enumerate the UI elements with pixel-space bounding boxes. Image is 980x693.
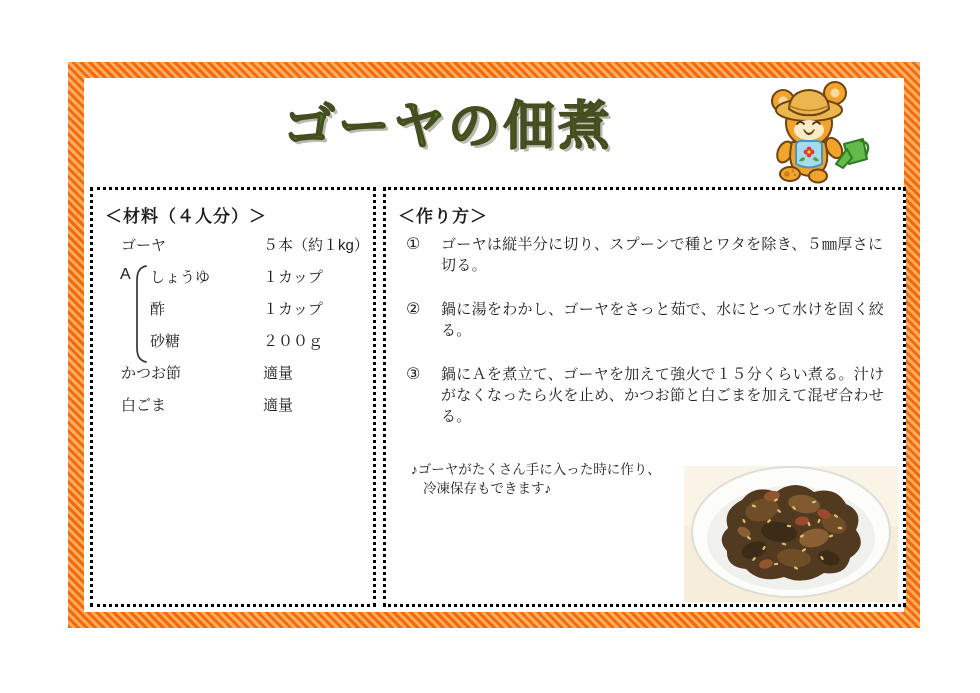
step-item — [406, 364, 891, 427]
directions-header: ＜作り方＞ — [398, 207, 488, 226]
step-text: ゴーヤは縦半分に切り、スプーンで種とワタを除き、５㎜厚さに切る。 — [441, 236, 884, 274]
note-line: ♪ゴーヤがたくさん手に入った時に作り、 — [411, 462, 661, 477]
ingredient-name: 白ごま — [121, 397, 167, 414]
ingredient-amount: ５本（約１kg） — [263, 237, 369, 254]
ingredient-amount: 適量 — [263, 365, 294, 382]
step-text: 鍋に湯をわかし、ゴーヤをさっと茹で、水にとって水けを固く絞る。 — [441, 301, 885, 339]
step-item — [406, 299, 891, 341]
ingredient-group-bracket-icon — [134, 264, 148, 369]
page-title: ゴーヤの佃煮 — [282, 98, 613, 156]
steps-list — [406, 234, 891, 450]
ingredient-name: かつお節 — [121, 365, 182, 382]
ingredient-group-label: A — [120, 266, 131, 283]
gardener-bear-icon — [756, 72, 876, 191]
ingredients-box — [90, 187, 376, 607]
note-line: 冷凍保存もできます♪ — [423, 481, 552, 496]
ingredient-amount: １カップ — [263, 301, 323, 318]
step-number: ② — [406, 301, 421, 318]
ingredient-amount: ２００ｇ — [263, 333, 324, 350]
ingredient-row — [93, 394, 373, 418]
step-number: ③ — [406, 366, 421, 383]
ingredient-amount: １カップ — [263, 269, 323, 286]
ingredient-amount: 適量 — [263, 397, 294, 414]
ingredient-name: ゴーヤ — [121, 237, 167, 254]
ingredient-row — [93, 234, 373, 258]
ingredients-header: ＜材料（４人分）＞ — [105, 207, 267, 226]
ingredient-name: しょうゆ — [150, 269, 211, 286]
dish-photo — [684, 466, 898, 607]
ingredient-name: 酢 — [150, 301, 166, 318]
step-text: 鍋にＡを煮立て、ゴーヤを加えて強火で１５分くらい煮る。汁けがなくなったら火を止め、かつお節と白ごまを加えて混ぜ合わせる。 — [441, 366, 885, 425]
step-number: ① — [406, 236, 421, 253]
step-item — [406, 234, 891, 276]
ingredient-name: 砂糖 — [150, 333, 181, 350]
freezer-note — [411, 460, 721, 498]
